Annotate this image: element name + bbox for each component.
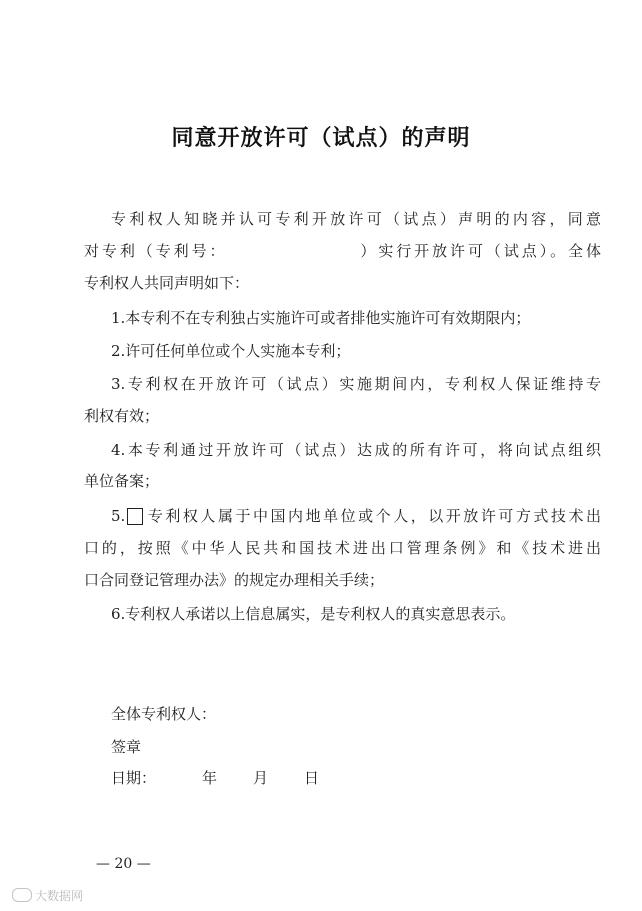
watermark-logo-icon <box>12 888 32 902</box>
item-4-line-1: 4.本专利通过开放许可（试点）达成的所有许可，将向试点组织 <box>111 441 601 459</box>
intro-line-2-tail: ）实行开放许可（试点）。全体 <box>357 242 601 260</box>
item-5-number: 5. <box>111 507 126 525</box>
date-month: 月 <box>253 769 269 787</box>
item-3-line-2: 利权有效； <box>84 407 160 425</box>
all-holders-label: 全体专利权人： <box>111 705 217 723</box>
item-2: 2.许可任何单位或个人实施本专利； <box>111 342 351 360</box>
item-4-line-2: 单位备案； <box>84 472 160 490</box>
item-5-line-1 <box>111 506 601 526</box>
item-5-line-2: 口的，按照《中华人民共和国技术进出口管理条例》和《技术进出 <box>84 539 601 557</box>
watermark <box>12 887 83 904</box>
item-5-text: 专利权人属于中国内地单位或个人，以开放许可方式技术出 <box>145 507 601 525</box>
page-number: — 20 — <box>96 856 151 872</box>
watermark-text: 大数据网 <box>35 889 84 903</box>
seal-label: 签章 <box>111 738 142 756</box>
date-day: 日 <box>304 769 320 787</box>
date-label: 日期： <box>111 769 157 787</box>
item-5-checkbox[interactable] <box>127 508 143 525</box>
document-title: 同意开放许可（试点）的声明 <box>171 126 471 151</box>
date-line <box>111 768 319 788</box>
date-year: 年 <box>202 769 218 787</box>
intro-line-3: 专利权人共同声明如下： <box>84 274 250 292</box>
intro-line-2 <box>84 241 601 261</box>
item-5-line-3: 口合同登记管理办法》的规定办理相关手续； <box>84 571 385 589</box>
item-6: 6.专利权人承诺以上信息属实，是专利权人的真实意思表示。 <box>111 605 516 623</box>
item-3-line-1: 3.专利权在开放许可（试点）实施期间内，专利权人保证维持专 <box>111 375 601 393</box>
patent-number-label: 对专利（专利号： <box>84 242 228 260</box>
intro-line-1: 专利权人知晓并认可专利开放许可（试点）声明的内容，同意 <box>111 210 601 228</box>
item-1: 1.本专利不在专利独占实施许可或者排他实施许可有效期限内； <box>111 309 531 327</box>
